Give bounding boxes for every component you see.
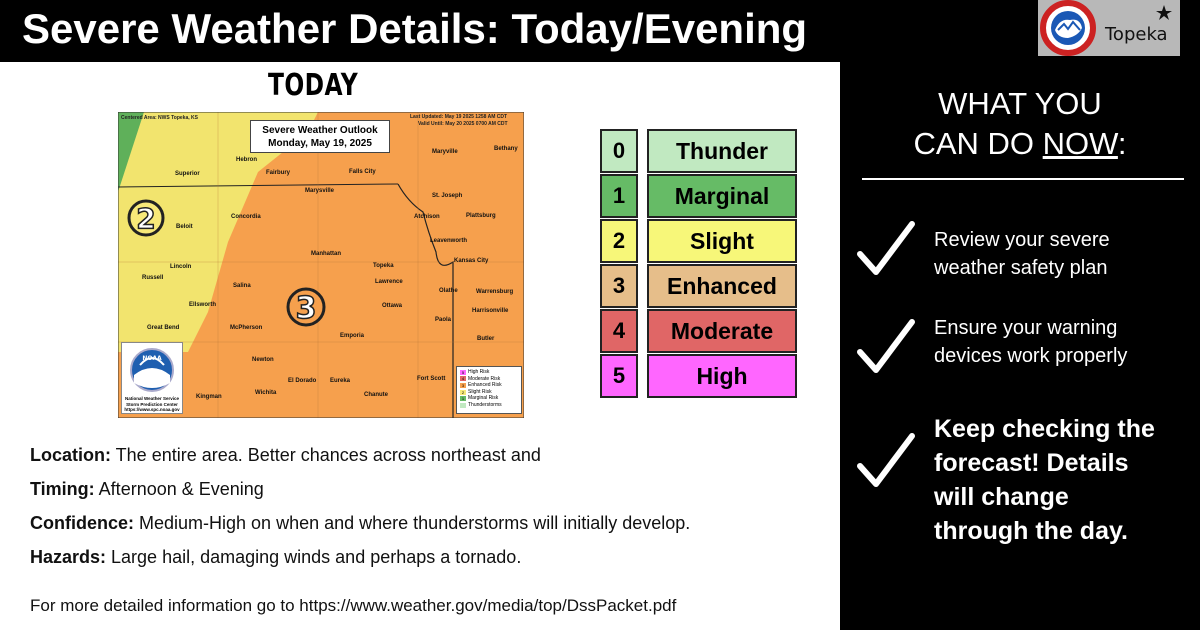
- detail-hazards-value: Large hail, damaging winds and perhaps a tornado.: [106, 547, 522, 567]
- risk-number: 2: [600, 219, 638, 263]
- city-label: Emporia: [340, 333, 365, 339]
- city-label: Beloit: [176, 224, 193, 230]
- logo-topeka-text: Topeka: [1105, 24, 1168, 45]
- page-title: Severe Weather Details: Today/Evening: [22, 5, 808, 52]
- map-title-line1: Severe Weather Outlook: [262, 125, 378, 136]
- city-label: Manhattan: [311, 251, 341, 257]
- city-label: Plattsburg: [466, 213, 496, 219]
- city-label: Topeka: [373, 263, 394, 269]
- risk-label: Slight: [647, 219, 797, 263]
- city-label: Harrisonville: [472, 308, 509, 314]
- city-label: Newton: [252, 357, 274, 363]
- action-text: [934, 226, 1110, 282]
- city-label: Salina: [233, 283, 251, 289]
- legend-label: Marginal Risk: [468, 395, 499, 402]
- detail-timing: [30, 479, 264, 500]
- city-label: Ellsworth: [189, 302, 217, 308]
- legend-row: [460, 402, 518, 409]
- noaa-caption-line: National Weather Service: [125, 396, 179, 401]
- action-text: [934, 412, 1155, 548]
- risk-number: 1: [600, 174, 638, 218]
- action-heading: [840, 84, 1200, 164]
- city-label: Great Bend: [147, 325, 180, 331]
- legend-swatch: 5: [461, 369, 465, 375]
- action-heading-line2: [840, 124, 1200, 164]
- city-label: Lawrence: [375, 279, 403, 285]
- legend-row: [460, 382, 518, 389]
- map-valid-until: Valid Until: May 20 2025 0700 AM CDT: [418, 121, 508, 127]
- city-label: Kansas City: [454, 258, 489, 264]
- city-label: El Dorado: [288, 378, 317, 384]
- city-label: Bethany: [494, 146, 518, 152]
- action-text: [934, 314, 1127, 370]
- city-label: Ottawa: [382, 303, 403, 309]
- detail-confidence: [30, 513, 690, 534]
- city-label: Eureka: [330, 378, 351, 384]
- map-legend: [456, 366, 522, 414]
- detail-location: [30, 445, 541, 466]
- city-label: Wichita: [255, 390, 277, 396]
- legend-label: Moderate Risk: [468, 375, 501, 382]
- risk-label: Marginal: [647, 174, 797, 218]
- risk-number: 3: [600, 264, 638, 308]
- action-line: devices work properly: [934, 345, 1128, 367]
- legend-label: Enhanced Risk: [468, 382, 502, 389]
- more-info-link[interactable]: For more detailed information go to https://www.weather.gov/media/top/DssPacket.pdf: [30, 596, 677, 615]
- legend-row: [460, 369, 518, 376]
- city-label: Marysville: [305, 188, 335, 194]
- action-heading-line1: WHAT YOU: [938, 86, 1102, 121]
- city-label: Falls City: [349, 169, 376, 175]
- city-label: Warrensburg: [476, 289, 514, 295]
- map-last-updated: Last Updated: May 19 2025 1258 AM CDT: [410, 114, 508, 120]
- legend-label: High Risk: [468, 369, 490, 375]
- city-label: Paola: [435, 317, 452, 323]
- action-line: Ensure your warning: [934, 317, 1118, 339]
- city-label: St. Joseph: [432, 193, 463, 199]
- checkmark-icon: [854, 218, 918, 282]
- noaa-label: NOAA: [142, 355, 162, 362]
- noaa-caption-line: https://www.spc.noaa.gov: [124, 407, 180, 412]
- action-line: Review your severe: [934, 229, 1110, 251]
- header-bar: [0, 0, 1200, 62]
- legend-label: Slight Risk: [468, 388, 492, 395]
- action-line: will change: [934, 483, 1069, 511]
- risk-number: 0: [600, 129, 638, 173]
- detail-confidence-value: Medium-High on when and where thunderstorms will initially develop.: [134, 513, 691, 533]
- legend-swatch: 4: [461, 376, 465, 382]
- noaa-caption-line: Storm Prediction Center: [126, 401, 178, 407]
- detail-confidence-label: Confidence:: [30, 513, 135, 533]
- noaa-logo-box: [121, 342, 183, 414]
- risk-label: Enhanced: [647, 264, 797, 308]
- city-label: Lincoln: [170, 264, 192, 270]
- detail-timing-value: Afternoon & Evening: [94, 479, 264, 499]
- city-label: Russell: [142, 275, 164, 281]
- action-panel: [840, 62, 1200, 630]
- checkmark-icon: [854, 316, 918, 380]
- city-label: Fairbury: [266, 170, 291, 176]
- risk-label: High: [647, 354, 797, 398]
- legend-swatch: 1: [461, 396, 465, 402]
- legend-row: [460, 389, 518, 396]
- action-heading-now: NOW: [1042, 126, 1118, 161]
- city-label: Chanute: [364, 392, 388, 398]
- checkmark-icon: [854, 430, 918, 494]
- risk-number: 5: [600, 354, 638, 398]
- legend-swatch: 2: [461, 389, 465, 395]
- city-label: Hebron: [236, 157, 257, 163]
- action-line: forecast! Details: [934, 449, 1129, 477]
- map-centered-area: Centered Area: NWS Topeka, KS: [121, 115, 198, 121]
- today-label: TODAY: [268, 68, 359, 103]
- map-title-box: [250, 120, 390, 153]
- badge-3-text: 3: [295, 291, 317, 326]
- detail-hazards-label: Hazards:: [30, 547, 107, 567]
- detail-location-value: The entire area. Better chances across northeast and: [111, 445, 541, 465]
- nws-topeka-logo: [1038, 0, 1180, 56]
- city-label: Concordia: [231, 214, 261, 220]
- legend-swatch: 3: [461, 382, 465, 388]
- action-line: Keep checking the: [934, 415, 1155, 443]
- detail-hazards: [30, 547, 521, 568]
- city-label: Superior: [175, 171, 200, 177]
- map-title-line2: Monday, May 19, 2025: [268, 138, 372, 149]
- action-line: weather safety plan: [934, 257, 1108, 279]
- city-label: McPherson: [230, 325, 263, 331]
- noaa-caption: [122, 396, 182, 413]
- risk-label: Thunder: [647, 129, 797, 173]
- detail-timing-label: Timing:: [30, 479, 95, 499]
- legend-label: Thunderstorms: [468, 401, 502, 408]
- city-label: Butler: [477, 336, 495, 342]
- noaa-logo-icon: [122, 343, 182, 395]
- city-label: Olathe: [439, 288, 458, 294]
- divider: [862, 178, 1184, 180]
- action-heading-colon: :: [1117, 126, 1127, 161]
- risk-number: 4: [600, 309, 638, 353]
- city-label: Maryville: [432, 149, 458, 155]
- legend-row: [460, 376, 518, 383]
- legend-swatch: [460, 403, 466, 408]
- action-line: through the day.: [934, 517, 1128, 545]
- city-label: Kingman: [196, 394, 222, 400]
- detail-location-label: Location:: [30, 445, 111, 465]
- legend-row: [460, 395, 518, 402]
- city-label: Atchison: [414, 214, 440, 220]
- badge-2-text: 2: [136, 202, 156, 235]
- risk-label: Moderate: [647, 309, 797, 353]
- city-label: Leavenworth: [430, 238, 468, 244]
- city-label: Fort Scott: [417, 376, 446, 382]
- action-heading-pre: CAN DO: [913, 126, 1043, 161]
